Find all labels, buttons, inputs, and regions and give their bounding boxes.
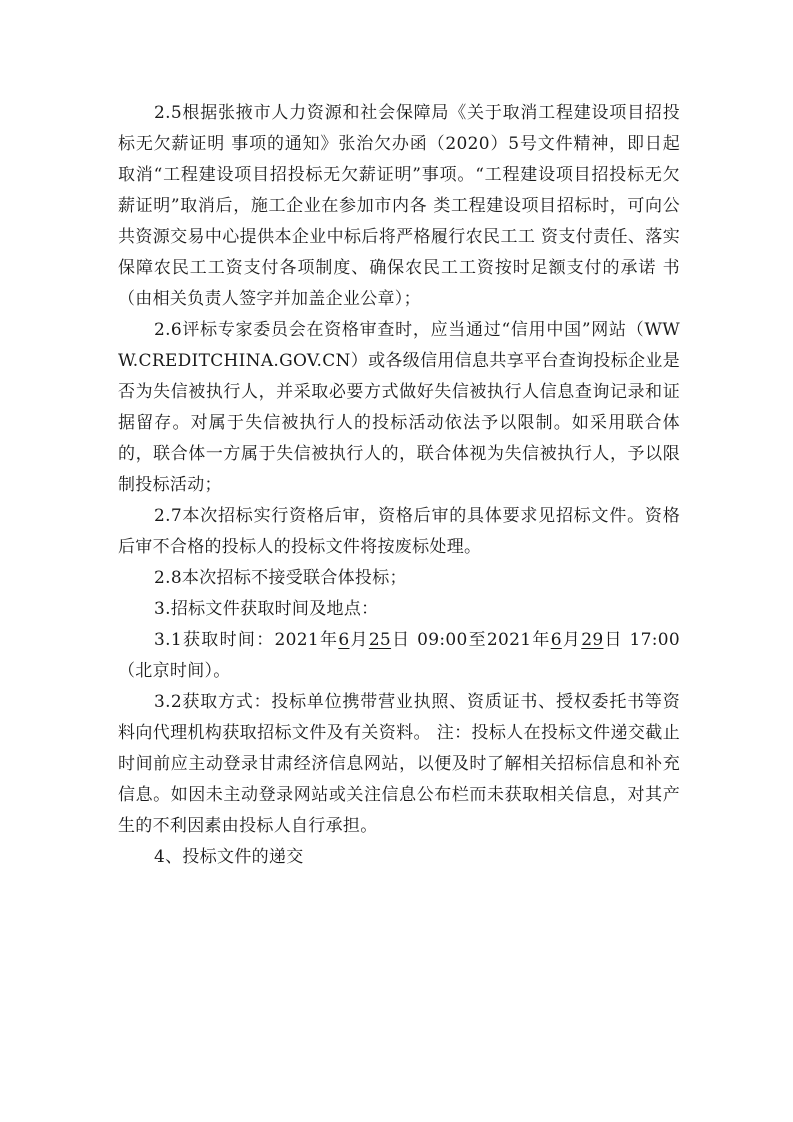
paragraph-4-heading: 4、投标文件的递交 bbox=[154, 847, 304, 867]
paragraph-3-heading: 3.招标文件获取时间及地点： bbox=[154, 599, 379, 619]
end-day: 29 bbox=[581, 630, 604, 650]
paragraph-2-7: 2.7本次招标实行资格后审，资格后审的具体要求见招标文件。资格后审不合格的投标人的投标文件将按废标处理。 bbox=[118, 506, 680, 557]
start-day: 25 bbox=[368, 630, 392, 650]
paragraph-3-1 bbox=[118, 625, 680, 687]
paragraph-2-5: 2.5根据张掖市人力资源和社会保障局《关于取消工程建设项目招投标无欠薪证明 事项的通知》张治欠办函（2020）5号文件精神，即日起取消“工程建设项目招投标无欠薪证明”事项。“工程建设项目招投标无欠薪证明”取消后，施工企业在参加市内各 类工程建设项目招标时，可向公共资源交易中心提供本企业中标后将严格履行农民工工 资支付责任、落实保障农民工工资支付各项制度、确保农民工工资按时足额支付的承诺 书（由相关负责人签字并加盖企业公章）； bbox=[118, 103, 680, 309]
time-prefix: 3.1获取时间：2021年 bbox=[154, 630, 339, 650]
start-month: 6 bbox=[338, 630, 350, 650]
end-month: 6 bbox=[550, 630, 562, 650]
paragraph-2-8: 2.8本次招标不接受联合体投标； bbox=[154, 568, 407, 588]
document-body bbox=[118, 98, 680, 873]
time-mid: 日 09:00至2021年 bbox=[391, 630, 551, 650]
month-char-2: 月 bbox=[561, 630, 582, 650]
paragraph-3-2: 3.2获取方式：投标单位携带营业执照、资质证书、授权委托书等资料向代理机构获取招标文件及有关资料。 注：投标人在投标文件递交截止时间前应主动登录甘肃经济信息网站，以便及时了解相关招标信息和补充信息。如因未主动登录网站或关注信息公布栏而未获取相关信息，对其产生的不利因素由投标人自行承担。 bbox=[118, 692, 680, 836]
time-suffix: 日 17:00（北京时间）。 bbox=[118, 630, 680, 681]
month-char-1: 月 bbox=[349, 630, 369, 650]
paragraph-2-6: 2.6评标专家委员会在资格审查时，应当通过“信用中国”网站（WWW.CREDITCHINA.GOV.CN）或各级信用信息共享平台查询投标企业是否为失信被执行人，并采取必要方式做好失信被执行人信息查询记录和证据留存。对属于失信被执行人的投标活动依法予以限制。如采用联合体的，联合体一方属于失信被执行人的，联合体视为失信被执行人，予以限制投标活动； bbox=[118, 320, 680, 495]
